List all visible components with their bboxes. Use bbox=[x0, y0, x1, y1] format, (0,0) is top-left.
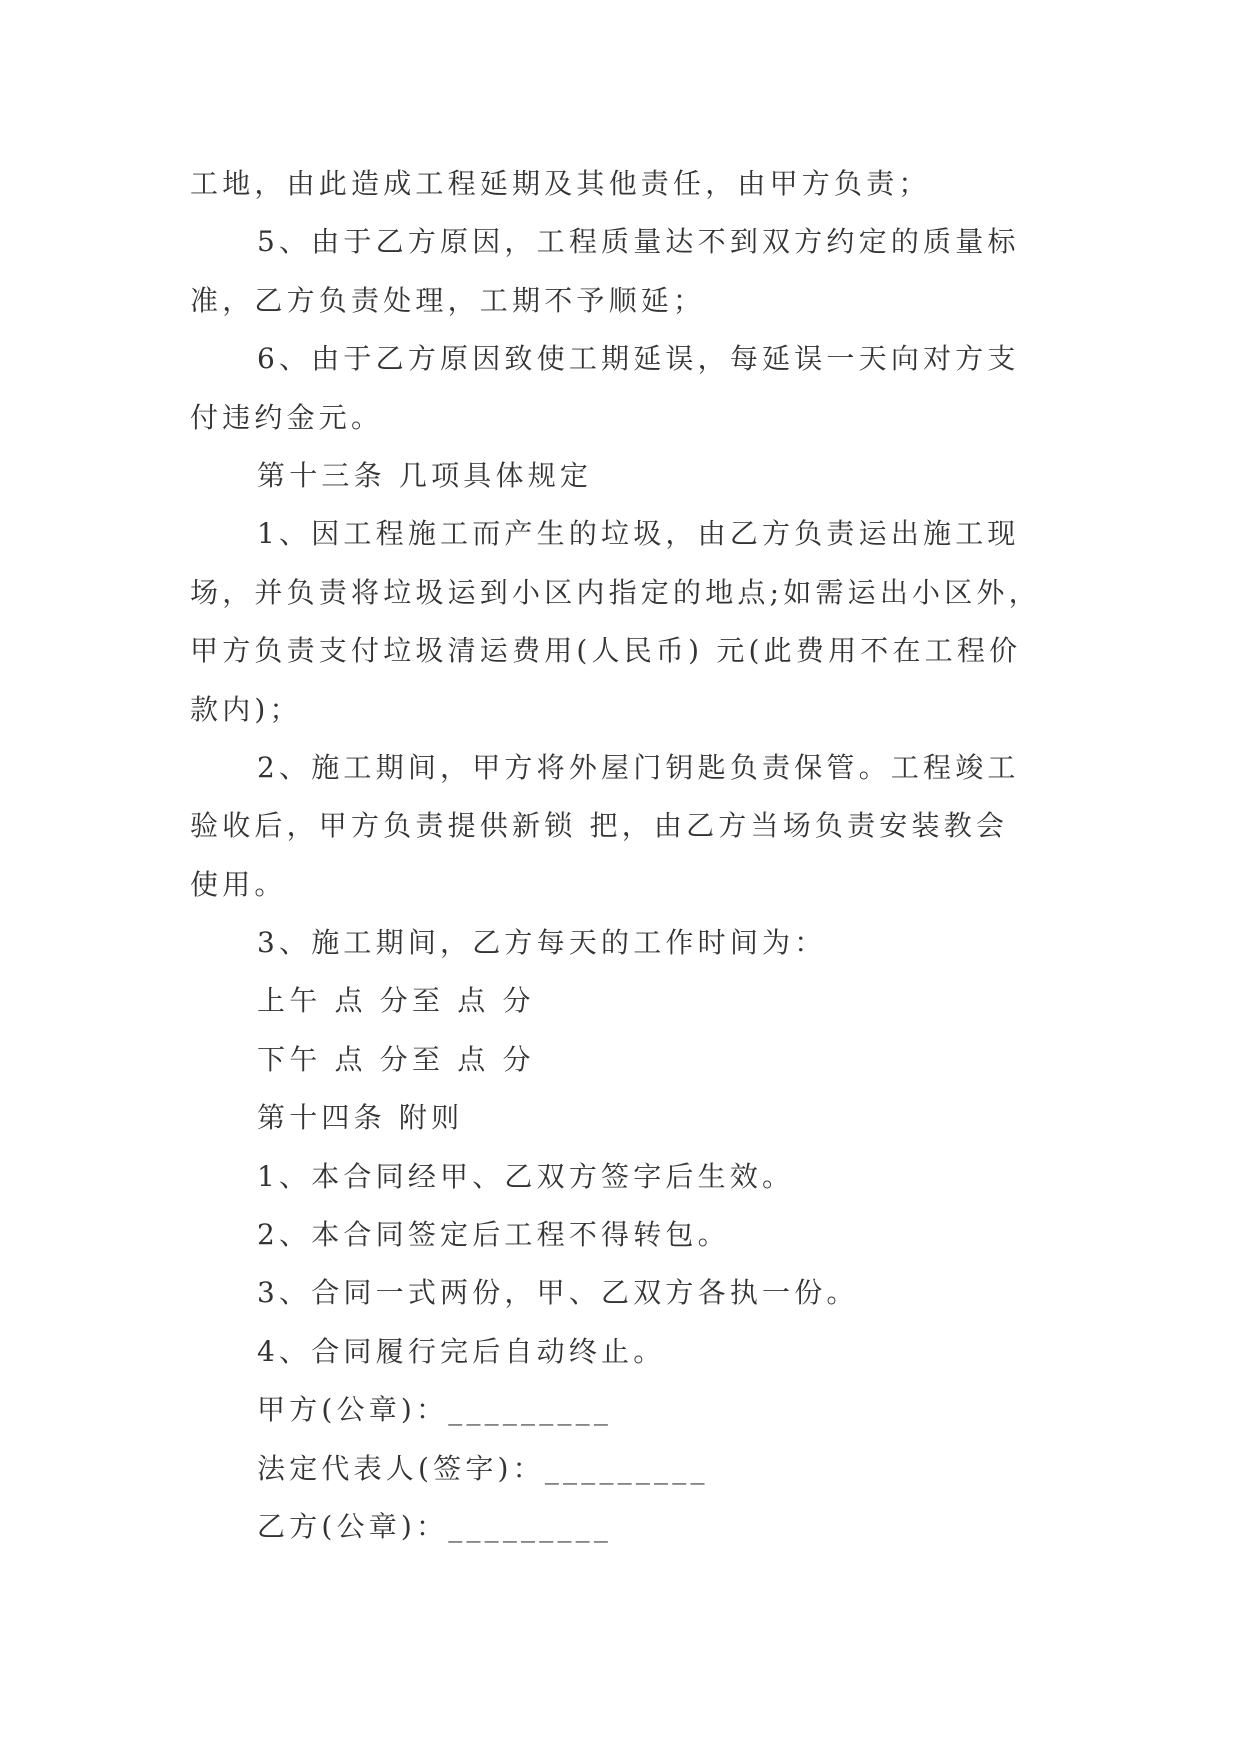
section-heading-13: 第十三条 几项具体规定 bbox=[257, 458, 593, 492]
appendix-item-1: 1、本合同经甲、乙双方签字后生效。 bbox=[257, 1159, 795, 1193]
appendix-item-2: 2、本合同签定后工程不得转包。 bbox=[257, 1218, 730, 1252]
text-line: 甲方负责支付垃圾清运费用(人民币) 元(此费用不在工程价 bbox=[190, 634, 1022, 668]
appendix-item-3: 3、合同一式两份，甲、乙双方各执一份。 bbox=[257, 1276, 859, 1310]
appendix-item-4: 4、合同履行完后自动终止。 bbox=[257, 1334, 666, 1368]
text-line: 场，并负责将垃圾运到小区内指定的地点;如需运出小区外， bbox=[190, 575, 1041, 609]
text-line: 工地，由此造成工程延期及其他责任，由甲方负责； bbox=[190, 167, 931, 200]
text-line: 使用。 bbox=[190, 867, 287, 901]
clause-item-5: 5、由于乙方原因，工程质量达不到双方约定的质量标 bbox=[257, 225, 1020, 259]
clause-item-1: 1、因工程施工而产生的垃圾，由乙方负责运出施工现 bbox=[257, 517, 1020, 551]
section-heading-14: 第十四条 附则 bbox=[257, 1101, 464, 1135]
legal-representative-signature-field: 法定代表人(签字)：_________ bbox=[257, 1451, 709, 1485]
text-line: 准，乙方负责处理，工期不予顺延； bbox=[190, 283, 706, 317]
morning-hours-line: 上午 点 分至 点 分 bbox=[257, 984, 535, 1018]
party-b-seal-field: 乙方(公章)：_________ bbox=[257, 1509, 613, 1543]
text-line: 款内)； bbox=[190, 692, 302, 726]
afternoon-hours-line: 下午 点 分至 点 分 bbox=[257, 1042, 535, 1076]
clause-item-2: 2、施工期间，甲方将外屋门钥匙负责保管。工程竣工 bbox=[257, 750, 1020, 784]
party-a-seal-field: 甲方(公章)：_________ bbox=[257, 1393, 613, 1427]
clause-item-6: 6、由于乙方原因致使工期延误，每延误一天向对方支 bbox=[257, 342, 1020, 376]
clause-item-3: 3、施工期间，乙方每天的工作时间为： bbox=[257, 926, 827, 960]
contract-text bbox=[190, 155, 1190, 1556]
text-line: 付违约金元。 bbox=[190, 400, 384, 434]
text-line: 验收后，甲方负责提供新锁 把，由乙方当场负责安装教会 bbox=[190, 809, 1009, 843]
